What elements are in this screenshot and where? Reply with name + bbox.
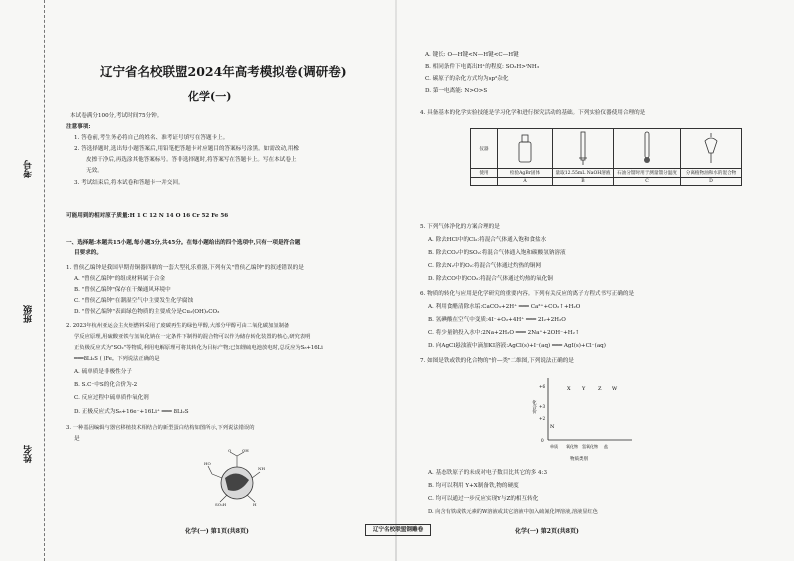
apparatus-table [470, 128, 742, 186]
chart-point-label: Y [582, 386, 586, 392]
question-7-option: B. 均可以利用 Y+X制备铁,物的硬度 [428, 483, 519, 489]
usage-cell: 检验AgBr固体 [498, 169, 553, 178]
option-letter: A [498, 178, 553, 186]
question-2-stem: 2. 2023年杭州亚运会主火炬燃料采用了废碳再生的绿色甲醇,大部分甲醇可由二氧化碳加氢制备 [66, 323, 290, 329]
question-2-stem: 正负极反应式为"SO₂"等物质,利用电解原理可将其转化为目标产物;已知锂硫电池放电时,总反应为S₈+16Li [74, 345, 323, 351]
usage-cell: 量取12.55mL NaOH溶液 [553, 169, 614, 178]
apparatus-row [471, 129, 742, 169]
y-tick-label: +2 [539, 416, 546, 421]
svg-text:NH: NH [258, 466, 265, 471]
note-line: 皮擦干净后,再选涂其他答案标号。答非选择题时,将答案写在答题卡上。写在本试卷上 [86, 157, 297, 163]
iron-value-class-chart [520, 370, 640, 462]
question-5-stem: 5. 下列气体净化的方案合理的是 [420, 224, 500, 230]
question-4-stem: 4. 具备基本的化学实验技能是学习化学和进行探究活动的基础。下列实验仪器使用合理的是 [420, 110, 646, 116]
exam-number-label: 考号 [24, 160, 34, 178]
question-1-stem: 1. 曾侯乙编钟是我国早期青铜器四鼎的一套大型礼乐重器,下列有关"曾侯乙编钟"的叙述错误的是 [66, 265, 304, 271]
x-tick-label: 氢氧化物 [582, 444, 598, 449]
chart-point-label: N [550, 424, 555, 430]
option-letter: B [553, 178, 614, 186]
question-6-stem: 6. 物质的转化与应用是化学研究的重要内容。下列有关反应的离子方程式书写正确的是 [420, 291, 635, 297]
question-3-option: B. 相同条件下电离出H⁺的程度: SO₂H>ⁱNH₃ [425, 64, 540, 70]
apparatus-cell-b [553, 129, 614, 169]
atomic-masses: 可能用到的相对原子质量:H 1 C 12 N 14 O 16 Cr 52 Fe 56 [66, 213, 229, 219]
question-6-option: A. 利用食醋清除水垢:CaCO₃+2H⁺ ═══ Ca²⁺+CO₂↑+H₂O [428, 304, 581, 310]
question-1-option: C. "曾侯乙编钟"在潮湿空气中主要发生化学腐蚀 [74, 298, 194, 304]
question-1-option: A. "曾侯乙编钟"的组成材料属于合金 [74, 276, 166, 282]
separatory-funnel-icon [701, 131, 721, 165]
svg-text:SO₃H: SO₃H [215, 502, 227, 507]
svg-text:HO: HO [204, 461, 211, 466]
footer-stamp: 辽宁名校联盟钢雕卷 [365, 524, 431, 536]
x-axis-label: 物质类别 [570, 457, 588, 462]
x-tick-label: 单质 [550, 444, 558, 449]
y-axis-label: 化合价 [531, 400, 537, 414]
burette-icon [577, 131, 589, 165]
question-2-stem: ═══8Li₂S ( )Fe。下列说法正确的是 [74, 356, 160, 362]
class-label: 班级 [24, 305, 34, 323]
apparatus-cell-a [498, 129, 553, 169]
question-5-option: C. 除去N₂中的O₂:将混合气体通过灼热的铜网 [428, 263, 541, 269]
chart-point-label: Z [598, 386, 602, 392]
note-line: 2. 答选择题时,选出每小题答案后,用铅笔把答题卡对应题目的答案标号涂黑。如需改动,用橡 [74, 146, 300, 152]
question-2-option: B. S.C⁻中S的化合价为-2 [74, 382, 138, 388]
question-2-stem: 学反应原理,用硫酸亚铁与氢氧化钠在一定条件下制得的混合物可以作为储存转化装置的核心,研究表明 [74, 334, 311, 340]
footer-page-1: 化学(一) 第1页(共8页) [185, 528, 249, 535]
option-row [471, 178, 742, 186]
apparatus-row-label: 仪器 [471, 129, 498, 169]
svg-text:H: H [253, 502, 257, 507]
exam-title: 辽宁省名校联盟2024年高考模拟卷(调研卷) [100, 64, 347, 79]
question-3-option: A. 键长: O—H键<N—H键<C—H键 [425, 52, 519, 58]
question-6-option: C. 将少量钠投入水中:2Na+2H₂O ═══ 2Na⁺+2OH⁻+H₂↑ [428, 330, 580, 336]
thermometer-icon [640, 131, 654, 165]
note-line: 无效。 [86, 168, 103, 174]
question-1-option: B. "曾侯乙编钟"保存在干燥通风环境中 [74, 287, 171, 293]
svg-text:OH: OH [242, 448, 249, 453]
question-7-option: D. 向含有铁或铁元素的W溶液或其它溶液中加入硫氰化钾溶液,溶液显红色 [428, 509, 598, 515]
y-tick-label: 0 [541, 438, 544, 443]
reagent-bottle-icon [515, 132, 535, 164]
question-7-stem: 7. 如图是铁或铁的化合物的"价—类"二维图,下列说法正确的是 [420, 358, 574, 364]
apparatus-cell-c [614, 129, 681, 169]
footer-page-2: 化学(一) 第2页(共8页) [515, 528, 579, 535]
question-6-option: D. 向AgCl悬浊液中滴加KI溶液:AgCl(s)+I⁻(aq) ═══ AgI(s)+Cl⁻(aq) [428, 343, 606, 349]
x-tick-label: 盐 [604, 444, 608, 449]
question-7-option: C. 均可以通过一步反应实现Y与Z的相互转化 [428, 496, 539, 502]
apparatus-cell-d [681, 129, 742, 169]
option-letter: D [681, 178, 742, 186]
question-1-option: D. "曾侯乙编钟"表面绿色物质的主要成分是Cu₂(OH)₂CO₃ [74, 309, 220, 315]
usage-cell: 石油分馏时用于测量馏分温度 [614, 169, 681, 178]
question-5-option: D. 除去CO中的CO₂:将混合气体通过灼热的氧化铜 [428, 276, 553, 282]
section-heading: 目要求的。 [74, 250, 102, 256]
y-tick-label: +3 [539, 404, 546, 409]
notes-title: 注意事项: [66, 124, 91, 130]
section-heading: 一、选择题:本题共15小题,每小题3分,共45分。在每小题给出的四个选项中,只有一项是符合题 [66, 240, 301, 246]
protein-structure-diagram [200, 448, 270, 508]
usage-cell: 分离植物油和水的混合物 [681, 169, 742, 178]
margin-cut-line [44, 0, 45, 561]
question-3-stem: 3. 一种基因编辑与器官移植技术相结合的新型蛋白结构如图所示,下列说法错误的 [66, 425, 255, 431]
question-6-option: B. 氢碘酸在空气中变质:4I⁻+O₂+4H⁺ ═══ 2I₂+2H₂O [428, 317, 566, 323]
note-line: 3. 考试结束后,将本试卷和答题卡一并交回。 [74, 180, 184, 186]
question-3-option: C. 碳原子的杂化方式均为sp²杂化 [425, 76, 509, 82]
question-2-option: C. 反应过程中硫单质作氧化剂 [74, 395, 149, 401]
chart-point-label: X [567, 386, 571, 392]
note-line: 1. 答卷前,考生务必将自己的姓名、准考证号填写在答题卡上。 [74, 135, 229, 141]
notes-intro: 本试卷满分100分,考试时间75分钟。 [70, 113, 163, 119]
question-2-option: A. 硫单质是非极性分子 [74, 369, 132, 375]
question-2-option: D. 正极反应式为S₈+16e⁻+16Li⁺ ═══ 8Li₂S [74, 409, 189, 415]
svg-text:O: O [228, 448, 232, 453]
exam-subject: 化学(一) [188, 90, 232, 103]
question-7-option: A. 基态铁原子的未成对电子数目比其它的多 4:3 [428, 470, 548, 476]
question-3-option: D. 第一电离能: N>O>S [425, 88, 488, 94]
usage-row-label: 使用 [471, 169, 498, 178]
option-letter: C [614, 178, 681, 186]
question-5-option: B. 除去CO₂中的SO₂:将混合气体通入饱和碳酸氢钠溶液 [428, 250, 566, 256]
page-fold-divider [395, 0, 397, 561]
question-3-stem: 是 [74, 436, 80, 442]
usage-row [471, 169, 742, 178]
question-5-option: A. 除去HCl中的Cl₂:将混合气体通入饱和食盐水 [428, 237, 547, 243]
name-label: 姓名 [24, 445, 34, 463]
y-tick-label: +6 [539, 384, 546, 389]
chart-point-label: W [612, 386, 618, 392]
x-tick-label: 氧化物 [566, 444, 578, 449]
